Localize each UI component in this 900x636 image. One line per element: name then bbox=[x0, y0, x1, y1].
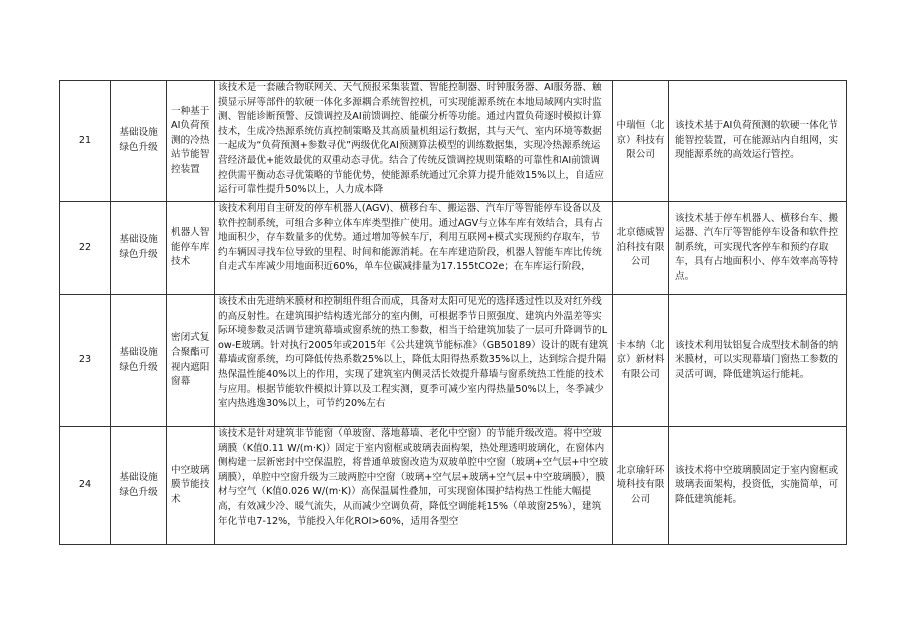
summary-cell: 该技术利用钛铝复合成型技术制备的纳米膜材，可以实现幕墙门窗热工参数的灵活可调，降低建筑运行能耗。 bbox=[669, 295, 847, 427]
row-number: 22 bbox=[60, 202, 111, 295]
technology-description: 该技术由先进纳米膜材和控制组件组合而成，具备对太阳可见光的选择透过性以及对红外线的高反射性。在建筑围护结构透光部分的室内侧，可根据季节日照强度、建筑内外温差等实际环境参数灵活调节建筑幕墙或窗系统的热工参数，相当于给建筑加装了一层可升降调节的Low-E玻璃。针对执行2005年或2015年《公共建筑节能标准》（GB50189）设计的既有建筑幕墙或窗系统，均可降低传热系数25%以上，降低太阳得热系数35%以上，达到综合提升隔热保温性能40%以上的作用，实现了建筑室内侧灵活长效提升幕墙与窗系统热工性能的技术与应用。根据节能软件模拟计算以及工程实测，夏季可减少室内得热量50%以上，冬季减少室内热逃逸30%以上，可节约20%左右 bbox=[218, 296, 609, 410]
summary-cell: 该技术基于AI负荷预测的软硬一体化节能智控装置，可在能源站内自组网，实现能源系统的高效运行管控。 bbox=[669, 81, 847, 202]
row-number: 23 bbox=[60, 295, 111, 427]
organization-cell: 北京德威智泊科技有限公司 bbox=[613, 202, 669, 295]
organization-cell: 卡本纳（北京）新材料有限公司 bbox=[613, 295, 669, 427]
technology-name: 中空玻璃膜节能技术 bbox=[167, 427, 215, 545]
category-cell: 基础设施绿色升级 bbox=[111, 427, 167, 545]
category-cell: 基础设施绿色升级 bbox=[111, 202, 167, 295]
row-number: 21 bbox=[60, 81, 111, 202]
summary-cell: 该技术基于停车机器人、横移台车、搬运器、汽车厅等智能停车设备和软件控制系统，可实现代客停车和预约存取车，具有占地面积小、停车效率高等特点。 bbox=[669, 202, 847, 295]
technology-description: 该技术利用自主研发的停车机器人(AGV)、横移台车、搬运器、汽车厅等智能停车设备以及软件控制系统，可组合多种立体车库类型推广使用。通过AGV与立体车库有效结合，具有占地面积少，存车数量多的优势。通过增加等候车厅，利用互联网+模式实现预约存取车，节约车辆因寻找车位导致的里程、时间和能源消耗。在车库建造阶段，机器人智能车库比传统自走式车库减少用地面积近60%，单车位碳减排量为17.155tCO2e；在车库运行阶段， bbox=[218, 203, 603, 273]
technology-name: 密闭式复合聚酯可视内遮阳窗幕 bbox=[167, 295, 215, 427]
technology-description: 该技术是针对建筑非节能窗（单玻窗、落地幕墙、老化中空窗）的节能升级改造。将中空玻璃膜（K值0.11 W/(m·K)）固定于室内窗框或玻璃表面构架，热处理透明玻璃化，在窗体内侧构建一层新密封中空保温腔，将普通单玻窗改造为双玻单腔中空窗（玻璃+空气层+中空玻璃膜），单腔中空窗升级为三玻两腔中空窗（玻璃+空气层+玻璃+空气层+中空玻璃膜），膜材与空气（K值0.026 W/(m·K)）高保温属性叠加，可实现窗体围护结构热工性能大幅提高，有效减少冷、暖气流失，从而减少空调负荷，降低空调能耗15%（单玻窗25%），建筑年化节电7-12%，节能投入年化ROI>60%，适用各型空 bbox=[218, 428, 609, 527]
summary-cell: 该技术将中空玻璃膜固定于室内窗框或玻璃表面架构，投资低，实施简单，可降低建筑能耗。 bbox=[669, 427, 847, 545]
table-row bbox=[60, 295, 847, 427]
technology-description: 该技术是一套融合物联网关、天气预报采集装置、智能控制器、时钟服务器、AI服务器、触摸显示屏等部件的软硬一体化多源耦合系统智控机，可实现能源系统在本地局域网内实时监测、智能诊断预警、反馈调控及AI前馈调控、能碳分析等功能。通过内置负荷逐时模拟计算技术，生成冷热源系统仿真控制策略及其高质量机组运行数据，其与天气、室内环境等数据一起成为“负荷预测+参数寻优”两级优化AI预测算法模型的训练数据集，实现冷热源系统运营经济最优+能效最优的双重动态寻优。结合了传统反馈调控规则策略的可靠性和AI前馈调控供需平衡动态寻优策略的节能优势，使能源系统通过冗余算力提升能效15%以上，自适应运行可靠性提升50%以上，人力成本降 bbox=[218, 82, 604, 196]
technology-name: 一种基于AI负荷预测的冷热站节能智控装置 bbox=[167, 81, 215, 202]
table-row bbox=[60, 202, 847, 295]
category-cell: 基础设施绿色升级 bbox=[111, 295, 167, 427]
table-row bbox=[60, 427, 847, 545]
row-number: 24 bbox=[60, 427, 111, 545]
technology-name: 机器人智能停车库技术 bbox=[167, 202, 215, 295]
organization-cell: 中瑞恒（北京）科技有限公司 bbox=[613, 81, 669, 202]
organization-cell: 北京瑜轩环境科技有限公司 bbox=[613, 427, 669, 545]
table-row bbox=[60, 81, 847, 202]
technology-table bbox=[59, 80, 847, 545]
category-cell: 基础设施绿色升级 bbox=[111, 81, 167, 202]
